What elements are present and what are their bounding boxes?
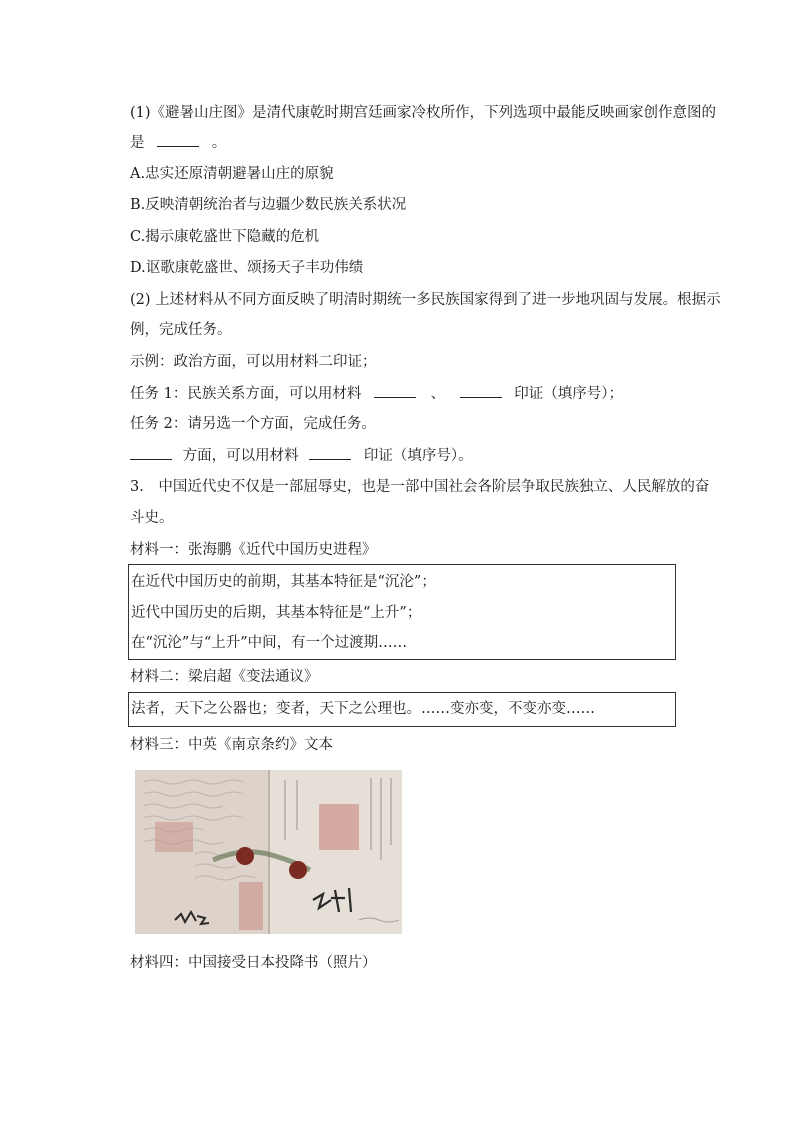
treaty-document-image: [135, 770, 402, 934]
task-2-line: 任务 2：请另选一个方面，完成任务。: [130, 416, 376, 432]
question-1-suffix: 。: [211, 135, 227, 151]
question-1-prefix: 是: [130, 135, 145, 151]
question-2-line1: (2) 上述材料从不同方面反映了明清时期统一多民族国家得到了进一步地巩固与发展。根据示: [130, 292, 721, 308]
wax-seal: [236, 847, 254, 865]
material-2-title: 材料二：梁启超《变法通议》: [130, 669, 319, 685]
question-3-line2: 斗史。: [130, 510, 174, 526]
example-line: 示例：政治方面，可以用材料二印证；: [130, 354, 377, 370]
option-d: D.讴歌康乾盛世、颂扬天子丰功伟绩: [130, 260, 364, 276]
task-1-prefix: 任务 1：民族关系方面，可以用材料: [130, 386, 362, 402]
option-c: C.揭示康乾盛世下隐藏的危机: [130, 229, 320, 245]
answer-blank: [309, 445, 351, 460]
material-3-title: 材料三：中英《南京条约》文本: [130, 737, 333, 753]
material-1-line: 在“沉沦”与“上升”中间，有一个过渡期……: [131, 635, 408, 651]
answer-blank: [157, 132, 199, 147]
task-1-suffix: 印证（填序号）；: [514, 386, 624, 402]
material-4-title: 材料四：中国接受日本投降书（照片）: [130, 955, 377, 971]
treaty-photo: [135, 770, 402, 934]
red-seal: [239, 882, 263, 930]
answer-blank: [130, 445, 172, 460]
task-2-mid: 方面，可以用材料: [182, 448, 299, 464]
answer-blank: [460, 383, 502, 398]
task-2-suffix: 印证（填序号）。: [363, 448, 473, 464]
wax-seal: [289, 861, 307, 879]
question-1-line1: (1)《避暑山庄图》是清代康乾时期宫廷画家冷枚所作，下列选项中最能反映画家创作意图的: [130, 105, 717, 121]
task-1-line: [130, 383, 623, 404]
task-1-separator: 、: [430, 386, 446, 402]
material-1-line: 在近代中国历史的前期，其基本特征是“沉沦”；: [131, 574, 436, 590]
option-a: A.忠实还原清朝避暑山庄的原貌: [130, 166, 334, 182]
material-1-line: 近代中国历史的后期，其基本特征是“上升”；: [131, 605, 422, 621]
task-2-answer-line: [130, 445, 473, 466]
question-3-line1: 3. 中国近代史不仅是一部屈辱史，也是一部中国社会各阶层争取民族独立、人民解放的奋: [130, 479, 710, 495]
red-seal: [155, 822, 193, 852]
red-seal: [319, 804, 359, 850]
material-2-box: [128, 692, 676, 727]
question-1-line2: [130, 132, 226, 153]
option-b: B.反映清朝统治者与边疆少数民族关系状况: [130, 197, 407, 213]
question-2-line2: 例，完成任务。: [130, 322, 232, 338]
answer-blank: [374, 383, 416, 398]
material-1-title: 材料一：张海鹏《近代中国历史进程》: [130, 542, 377, 558]
material-2-text: 法者，天下之公器也；变者，天下之公理也。……变亦变，不变亦变……: [131, 701, 595, 717]
material-1-box: [128, 564, 676, 660]
